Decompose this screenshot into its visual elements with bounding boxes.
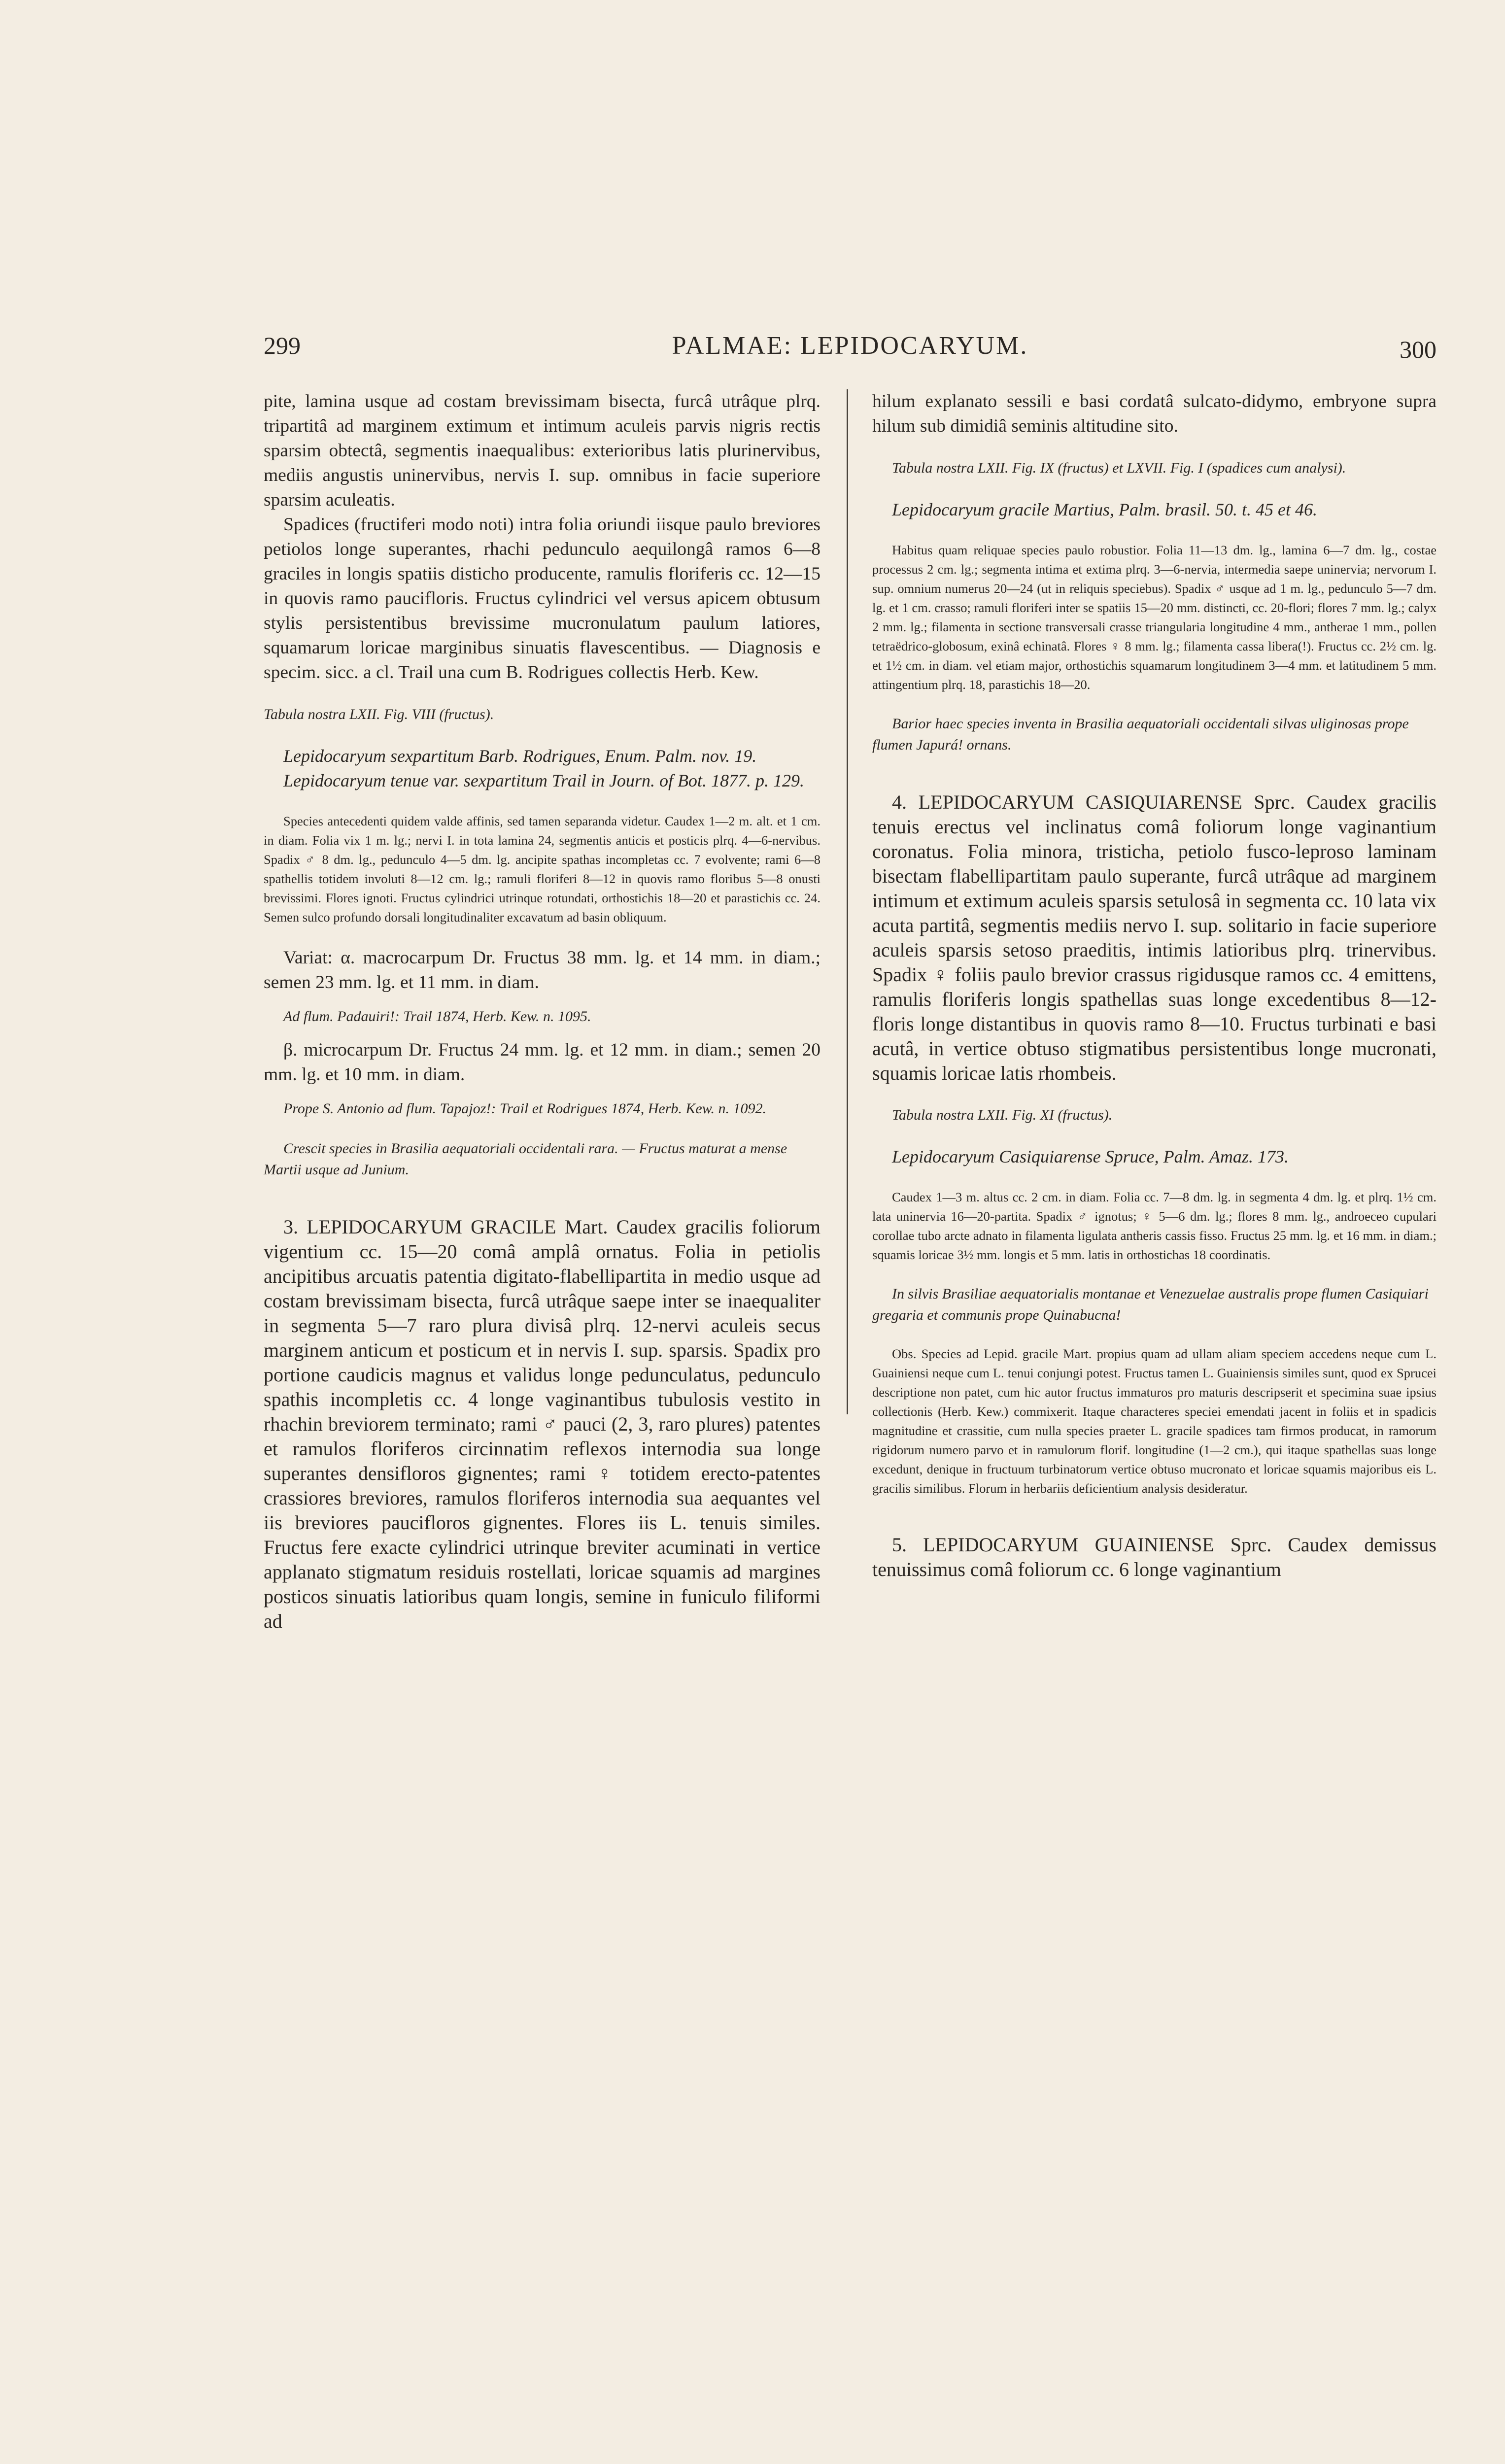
running-title: PALMAE: LEPIDOCARYUM.	[672, 332, 1028, 360]
synonym-gracile: Lepidocaryum gracile Martius, Palm. brasil. 50. t. 45 et 46.	[892, 500, 1317, 519]
caudex-note: Caudex 1—3 m. altus cc. 2 cm. in diam. Folia cc. 7—8 dm. lg. in segmenta 4 dm. lg. et plrq. 1½ cm. lata uninervia 16—20-partita. Spadix ♂ ignotus; ♀ 5—6 dm. lg.; flores 8 mm. lg., androeceo cupulari corollae tubo arcte adnato in filamenta ligulata antheris cassis fisso. Fructus 25 mm. lg. et 16 mm. in diam.; squamis loricae 3½ mm. longis et 5 mm. latis in orthostichas 18 coordinatis.	[872, 1190, 1437, 1262]
rarity-note: Barior haec species inventa in Brasilia aequatoriali occidentali silvas uliginosas prope flumen Japurá! ornans.	[872, 716, 1409, 753]
synonym-sexpartitum: Lepidocaryum sexpartitum Barb. Rodrigues, Enum. Palm. nov. 19.	[283, 746, 757, 766]
right-column	[872, 389, 1437, 1582]
paragraph-leaf-description: pite, lamina usque ad costam brevissimam bisecta, furcâ utrâque plrq. tripartitâ ad marginem extimum et intimum aculeis parvis nigris rectis sparsim obtectâ, segmentis inaequalibus: exterioribus latis plurinervibus, mediis angustis uninervibus, nervis I. sup. omnibus in facie superiore sparsim aculeatis.	[264, 391, 821, 510]
variety-macrocarpum: Variat: α. macrocarpum Dr. Fructus 38 mm. lg. et 14 mm. in diam.; semen 23 mm. lg. et 11 mm. in diam.	[264, 948, 821, 992]
species-4-casiquiarense: 4. LEPIDOCARYUM CASIQUIARENSE Sprc. Caudex gracilis tenuis erectus vel inclinatus comâ foliorum longe vaginantium coronatus. Folia minora, tristicha, petiolo fusco-leproso laminam bisectam flabellipartitam paulo superante, furcâ utrâque ad marginem intimum et extimum aculeis sparsis setulosâ in segmenta cc. 10 lata vix acuta partitâ, segmentis mediis nervo I. sup. solitario in facie superiore aculeis sparsis setoso praeditis, intimis latioribus plrq. trinervibus. Spadix ♀ foliis paulo brevior crassus rigidusque ramos cc. 4 emittens, ramulis floriferis longis spathellas suas longe excedentibus 8—12-floris longe distantibus in quovis ramo 8—10. Fructus turbinati e basi acutâ, in vertice obtuso stigmatibus persistentibus longe mucronati, squamis loricae latis rhombeis.	[872, 791, 1437, 1084]
plate-reference: Tabula nostra LXII. Fig. VIII (fructus).	[264, 706, 494, 722]
page-number-left: 299	[264, 332, 301, 359]
synonym-tenue-var: Lepidocaryum tenue var. sexpartitum Trail in Journ. of Bot. 1877. p. 129.	[283, 771, 804, 790]
paragraph-spadix-description: Spadices (fructiferi modo noti) intra folia oriundi iisque paulo breviores petiolos longe superantes, rhachi pedunculo aequilongâ ramos 6—8 graciles in longis spatiis disticho producente, ramulis floriferis cc. 12—15 in quovis ramo paucifloris. Fructus cylindrici vel versus apicem obtusum stylis persistentibus brevissime mucronulatum paulum latiores, squamarum loricae marginibus sinuatis flavescentibus. — Diagnosis e specim. sicc. a cl. Trail una cum B. Rodrigues collectis Herb. Kew.	[264, 514, 821, 683]
species-3-gracile: 3. LEPIDOCARYUM GRACILE Mart. Caudex gracilis foliorum vigentium cc. 15—20 comâ amplâ ornatus. Folia in petiolis ancipitibus arcuatis patentia digitato-flabellipartita in medio usque ad costam brevissimam bisecta, furcâ utrâque saepe inter se inaequaliter in segmenta 5—7 raro plura divisâ plrq. 12-nervi aculeis secus marginem anticum et posticum et in nervis I. sup. sparsis. Spadix pro portione caudicis magnus et validus longe pedunculatus, pedunculo spathis incompletis cc. 4 longe vaginantibus tubulosis vestito in rhachin breviorem terminato; rami ♂ pauci (2, 3, raro plures) patentes et ramulos floriferos circinnatim reflexos internodia sua longe superantes densifloros gignentes; rami ♀ totidem erecto-patentes crassiores breviores, ramulos floriferos internodia sua aequantes vel iis breviores paucifloros gignentes. Flores iis L. tenuis similes. Fructus fere exacte cylindrici utrinque breviter acuminati in vertice applanato stigmatum residuis rostellati, loricae squamis ad margines posticos sinuatis latioribus quam longis, semine in funiculo filiformi ad	[264, 1216, 821, 1632]
plate-reference-gracile: Tabula nostra LXII. Fig. IX (fructus) et LXVII. Fig. I (spadices cum analysi).	[892, 460, 1346, 476]
distribution-note: Crescit species in Brasilia aequatoriali occidentali rara. — Fructus maturat a mense Martii usque ad Junium.	[264, 1140, 787, 1178]
locality-microcarpum: Prope S. Antonio ad flum. Tapajoz!: Trail et Rodrigues 1874, Herb. Kew. n. 1092.	[283, 1100, 767, 1117]
page-header	[264, 331, 1437, 371]
observation-note: Obs. Species ad Lepid. gracile Mart. propius quam ad ullam aliam speciem accedens neque cum L. Guainiensi neque cum L. tenui conjungi potest. Fructus tamen L. Guainiensis similes sunt, quod ex Sprucei descriptione non patet, cum hic autor fructus immaturos pro maturis descripserit et specimina suae ipsius collectionis (Herb. Kew.) commixerit. Itaque characteres speciei emendati jacent in foliis et in spadicis magnitudine et crassitie, cum nulla species praeter L. gracile spadices tam firmos producat, in ramorum rigidorum numero parvo et in ramulorum florif. longitudine (1—2 cm.), qui itaque spathellas suas longe excedunt, denique in fructuum turbinatorum vertice obtuso mucronato et loricae squamis majoribus eis L. gracilis similibus. Florum in herbariis deficientium analysis desideratur.	[872, 1346, 1437, 1496]
page-number-right: 300	[1400, 336, 1437, 363]
plate-reference-casiquiarense: Tabula nostra LXII. Fig. XI (fructus).	[892, 1107, 1113, 1123]
left-column	[264, 389, 821, 1634]
paragraph-seed-description: hilum explanato sessili e basi cordatâ sulcato-didymo, embryone supra hilum sub dimidiâ seminis altitudine sito.	[872, 391, 1437, 436]
locality-macrocarpum: Ad flum. Padauiri!: Trail 1874, Herb. Kew. n. 1095.	[283, 1008, 591, 1025]
variety-microcarpum: β. microcarpum Dr. Fructus 24 mm. lg. et 12 mm. in diam.; semen 20 mm. lg. et 10 mm. in diam.	[264, 1040, 821, 1085]
note-species-comparison: Species antecedenti quidem valde affinis, sed tamen separanda videtur. Caudex 1—2 m. alt. et 1 cm. in diam. Folia vix 1 m. lg.; nervi I. in tota lamina 24, segmentis anticis et posticis plrq. 4—6-nervibus. Spadix ♂ 8 dm. lg., pedunculo 4—5 dm. lg. ancipite spathas incompletas cc. 7 evolvente; rami 6—8 spathellis totidem involuti 8—12 cm. lg.; ramuli floriferi 8—12 in quovis ramo floribus 5—8 onusti brevissimi. Flores ignoti. Fructus cylindrici utrinque rotundati, orthostichis 18—20 et parastichis cc. 24. Semen sulco profundo dorsali longitudinaliter excavatum ad basin obliquum.	[264, 814, 821, 924]
habitus-note: Habitus quam reliquae species paulo robustior. Folia 11—13 dm. lg., lamina 6—7 dm. lg., costae processus 2 cm. lg.; segmenta intima et extima plrq. 3—6-nervia, intermedia saepe uninervia; nervorum I. sup. omnium numerus 20—24 (ut in reliquis speciebus). Spadix ♂ usque ad 1 m. lg., pedunculo 5—7 dm. lg. et 1 cm. crasso; ramuli floriferi inter se spatiis 15—20 mm. distincti, cc. 20-flori; flores 7 mm. lg.; calyx 2 mm. lg.; filamenta in sectione transversali crasse triangularia longitudine 4 mm., antherae 1 mm., pollen tetraëdrico-globosum, exinâ echinatâ. Flores ♀ 8 mm. lg.; filamenta cassa libera(!). Fructus cc. 2½ cm. lg. et 1½ cm. in diam. vel etiam major, orthostichis squamarum longitudinem 3—4 mm. et latitudinem 5 mm. attingentium plrq. 18, parastichis 18—20.	[872, 543, 1437, 692]
habitat-note: In silvis Brasiliae aequatorialis montanae et Venezuelae australis prope flumen Casiquiari gregaria et communis prope Quinabucna!	[872, 1286, 1429, 1323]
column-divider	[847, 389, 848, 1414]
synonym-casiquiarense: Lepidocaryum Casiquiarense Spruce, Palm. Amaz. 173.	[892, 1147, 1289, 1166]
species-5-guainiense: 5. LEPIDOCARYUM GUAINIENSE Sprc. Caudex demissus tenuissimus comâ foliorum cc. 6 longe vaginantium	[872, 1534, 1437, 1580]
